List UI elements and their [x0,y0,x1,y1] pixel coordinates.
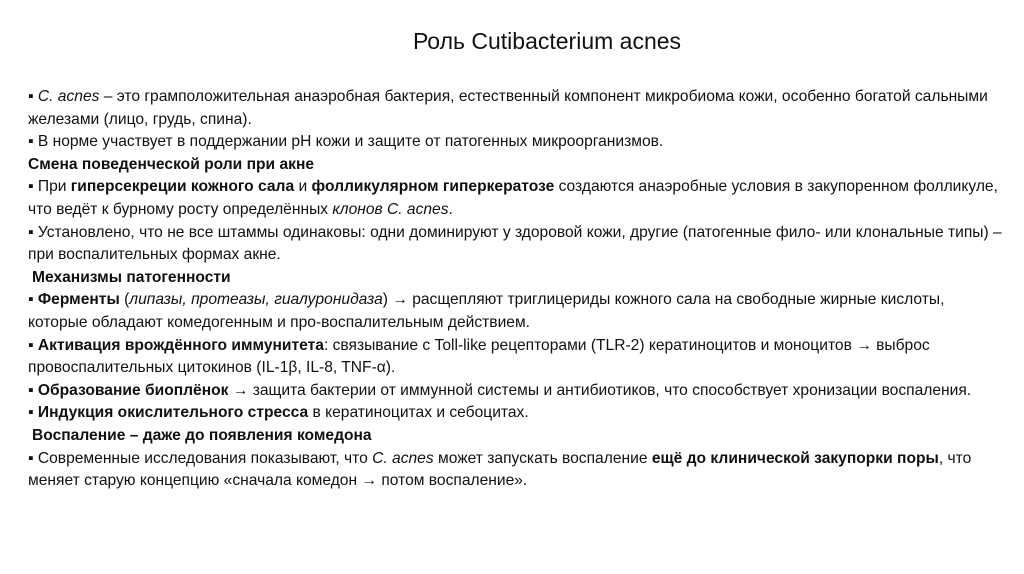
text-run: , что меняет старую концепцию «сначала комедон → потом воспаление». [28,449,972,490]
bullet: ▪ [28,404,34,422]
paragraph-text: В норме участвует в поддержании pH кожи и защите от патогенных микроорганизмов. [33,133,664,151]
text-run: При [33,178,71,196]
paragraph-normal-role [28,131,1003,154]
bold-term: Индукция окислительного стресса [37,404,309,422]
bullet: ▪ [28,133,34,151]
paragraph-hypersecretion [28,176,1003,221]
paragraph-innate-immunity [28,335,1003,380]
text-run: создаются анаэробные условия в закупоренном фолликуле, что ведёт к бурному росту определённых [28,178,998,218]
bold-term: Ферменты [37,291,120,309]
bullet: ▪ [28,336,34,354]
paragraph-enzymes [28,289,1003,334]
text-run: может запускать воспаление [433,449,652,467]
bullet: ▪ [28,449,34,467]
bullet: ▪ [28,291,34,309]
bold-term: ещё до клинической закупорки поры [651,449,939,467]
bullet: ▪ [28,381,34,399]
paragraph-biofilms [28,380,1003,403]
bullet: ▪ [28,88,34,105]
bold-term: фолликулярном гиперкератозе [311,178,555,196]
bold-term: Активация врождённого иммунитета [37,336,324,354]
paragraph-text: Установлено, что не все штаммы одинаковы: одни доминируют у здоровой кожи, другие (патогенные фило- или клональные типы) – при воспалительных формах акне. [28,223,1002,264]
bullet: ▪ [28,178,34,196]
slide-content [28,86,1003,493]
paragraph-strains [28,222,1003,267]
italic-term: липазы, протеазы, гиалуронидаза [129,291,383,309]
bullet: ▪ [28,223,34,241]
text-run: ( [119,291,130,309]
paragraph-modern-research [28,448,1003,493]
bold-term: Образование биоплёнок [37,381,229,399]
text-run: ) → расщепляют триглицериды кожного сала на свободные жирные кислоты, которые обладают комедогенным и про-воспалительным действием. [28,291,945,331]
text-run: → защита бактерии от иммунной системы и антибиотиков, что способствует хронизации воспаления. [228,381,972,399]
bold-term: гиперсекреции кожного сала [70,178,295,196]
species-name: C. acnes [37,88,100,105]
paragraph-definition [28,86,1003,131]
slide-title: Роль Cutibacterium acnes [412,28,682,54]
italic-term: C. acnes [372,449,434,467]
paragraph-oxidative-stress [28,402,1003,425]
paragraph-text: – это грамположительная анаэробная бактерия, естественный компонент микробиома кожи, особенно богатой сальными железами (лицо, грудь, спина). [28,88,988,128]
section-heading-inflammation: Воспаление – даже до появления комедона [32,426,372,444]
section-heading-pathogenicity: Механизмы патогенности [32,268,231,286]
text-run: . [448,200,453,218]
text-run: Современные исследования показывают, что [33,449,373,467]
italic-term: клонов C. acnes [332,200,449,218]
section-heading-role-change: Смена поведенческой роли при акне [28,155,315,173]
text-run: в кератиноцитах и себоцитах. [308,404,529,422]
text-run: : связывание с Toll-like рецепторами (TLR-2) кератиноцитов и моноцитов → выброс провоспалительных цитокинов (IL-1β, IL-8, TNF-α). [28,336,930,377]
text-run: и [294,178,312,196]
